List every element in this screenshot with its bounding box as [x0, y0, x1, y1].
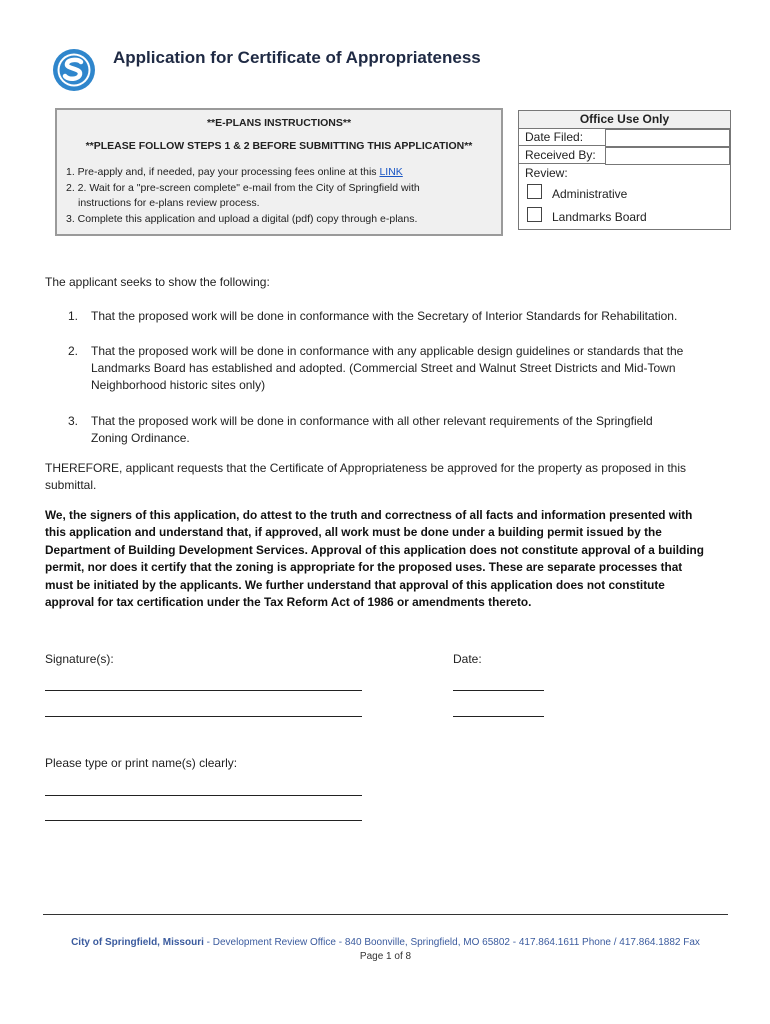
print-name-line-1[interactable]: [45, 795, 362, 796]
print-name-label: Please type or print name(s) clearly:: [45, 756, 238, 770]
attest-line-3: Department of Building Development Services. Approval of this application does not constitute approval of a building: [45, 542, 704, 557]
attest-line-4: permit, nor does it certify that the zoning is appropriate for the proposed uses. These are separate processes that: [45, 560, 683, 575]
signature-line-1[interactable]: [45, 690, 362, 691]
date-line-2[interactable]: [453, 716, 544, 717]
office-use-title: Office Use Only: [519, 111, 730, 129]
footer-details: - Development Review Office - 840 Boonville, Springfield, MO 65802 - 417.864.1611 Phone / 417.864.1882 Fax: [203, 937, 700, 948]
date-label: Date:: [453, 652, 482, 666]
intro-text: The applicant seeks to show the following:: [45, 275, 270, 289]
date-filed-field[interactable]: [605, 129, 730, 147]
therefore-line-2: submittal.: [45, 478, 97, 492]
pre-apply-link[interactable]: LINK: [379, 166, 403, 178]
item-2-number: 2.: [68, 344, 79, 358]
springfield-s-logo-icon: [52, 48, 96, 92]
administrative-checkbox[interactable]: [527, 184, 542, 199]
office-use-box: [518, 110, 731, 230]
print-name-line-2[interactable]: [45, 820, 362, 821]
item-1-number: 1.: [68, 309, 79, 323]
attestation-paragraph: [45, 507, 704, 611]
item-3-line-2: Zoning Ordinance.: [91, 431, 190, 445]
signature-label: Signature(s):: [45, 652, 114, 666]
date-filed-label: Date Filed:: [519, 129, 606, 146]
footer-divider: [43, 914, 728, 915]
footer: [43, 936, 728, 964]
e-plans-instructions-box: [55, 108, 503, 236]
item-2-line-3: Neighborhood historic sites only): [91, 378, 266, 392]
item-2-line-2: Landmarks Board has established and adopted. (Commercial Street and Walnut Street Districts and Mid-Town: [91, 361, 676, 375]
instructions-subheading: **PLEASE FOLLOW STEPS 1 & 2 BEFORE SUBMITTING THIS APPLICATION**: [85, 140, 473, 152]
step-3: 3. Complete this application and upload a digital (pdf) copy through e-plans.: [66, 212, 418, 225]
therefore-line-1: THEREFORE, applicant requests that the Certificate of Appropriateness be approved for the property as proposed in this: [45, 461, 687, 475]
instructions-heading: **E-PLANS INSTRUCTIONS**: [206, 117, 352, 129]
step-1-text: 1. Pre-apply and, if needed, pay your processing fees online at this: [66, 166, 380, 178]
instructions-steps: [66, 165, 491, 227]
footer-address-line: [43, 936, 728, 950]
review-label: Review:: [525, 166, 568, 180]
received-by-label: Received By:: [519, 147, 606, 164]
attest-line-2: this application and understand that, if approved, all work must be done under a building permit issued by the: [45, 525, 662, 540]
step-2-line-1: 2. 2. Wait for a "pre-screen complete" e-mail from the City of Springfield with: [66, 181, 420, 194]
page-title: Application for Certificate of Appropriateness: [113, 48, 481, 67]
step-2-line-2: instructions for e-plans review process.: [78, 197, 260, 210]
administrative-label: Administrative: [552, 187, 628, 201]
date-line-1[interactable]: [453, 690, 544, 691]
attest-line-1: We, the signers of this application, do attest to the truth and correctness of all facts and information presented with: [45, 508, 693, 522]
landmarks-board-label: Landmarks Board: [552, 210, 647, 224]
footer-org: City of Springfield, Missouri: [71, 937, 204, 948]
step-1: [66, 165, 491, 181]
attest-line-5: must be initiated by the applicants. We further understand that approval of this application does not constitute: [45, 577, 665, 592]
item-1-line-1: That the proposed work will be done in conformance with the Secretary of Interior Standards for Rehabilitation.: [91, 309, 678, 323]
item-3-number: 3.: [68, 414, 79, 428]
item-2-line-1: That the proposed work will be done in conformance with any applicable design guidelines or standards that the: [91, 344, 684, 358]
received-by-field[interactable]: [605, 147, 730, 165]
landmarks-board-checkbox[interactable]: [527, 207, 542, 222]
item-3-line-1: That the proposed work will be done in conformance with all other relevant requirements of the Springfield: [91, 414, 653, 428]
attest-line-6: approval for tax certification under the Tax Reform Act of 1986 or amendments thereto.: [45, 595, 532, 610]
page-number: Page 1 of 8: [359, 951, 412, 962]
signature-line-2[interactable]: [45, 716, 362, 717]
